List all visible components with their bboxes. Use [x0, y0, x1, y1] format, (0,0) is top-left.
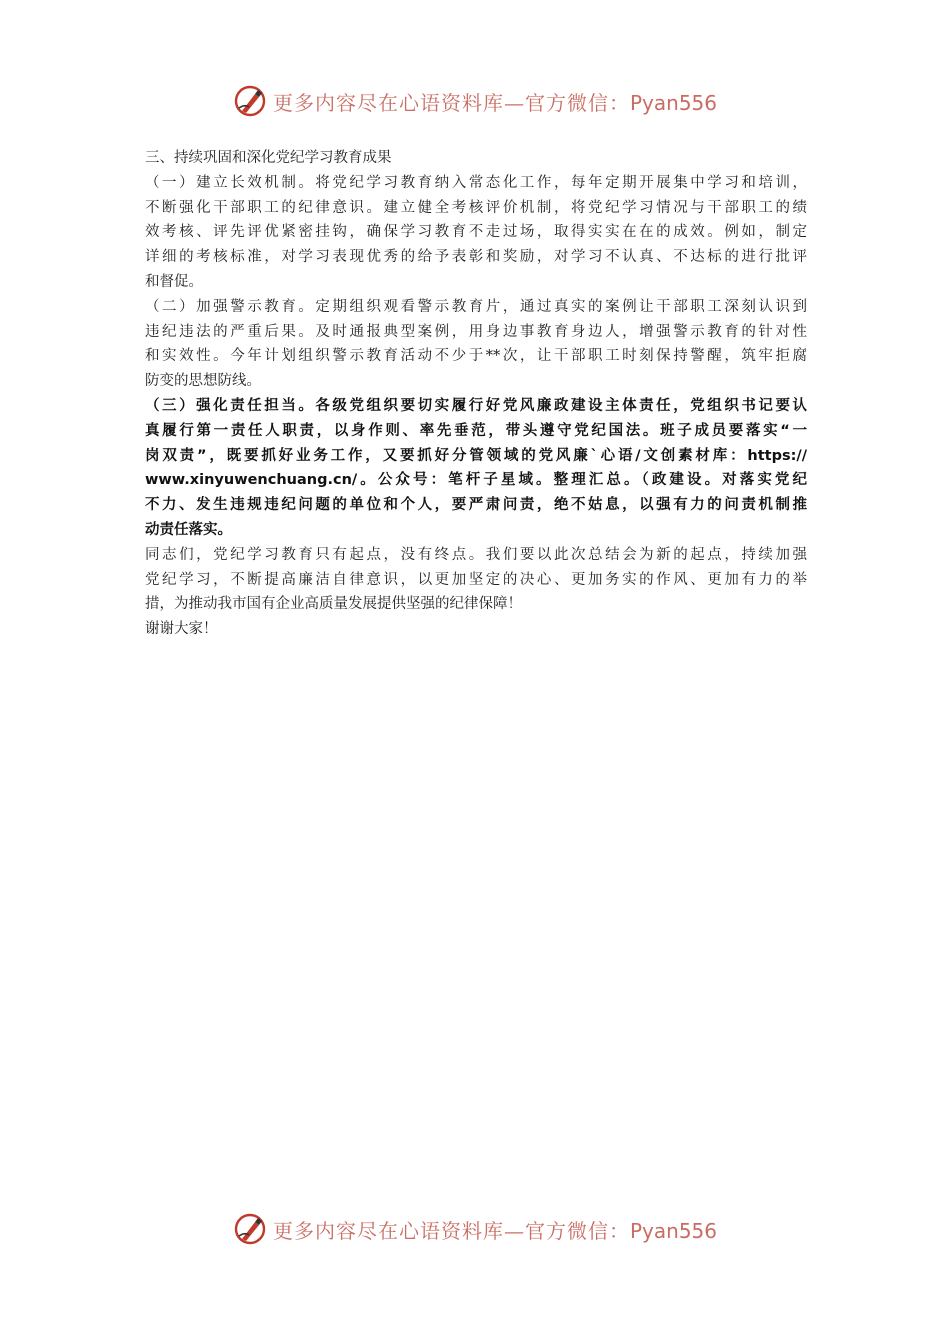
paragraph-line: 岗双责”，既要抓好业务工作，又要抓好分管领域的党风廉`心语/文创素材库：https://	[145, 447, 807, 464]
paragraph-line: 不断强化干部职工的纪律意识。建立健全考核评价机制，将党纪学习情况与干部职工的绩	[145, 199, 807, 216]
paragraph-line: 措，为推动我市国有企业高质量发展提供坚强的纪律保障！	[145, 596, 522, 613]
paragraph-warning-education	[145, 295, 807, 394]
paragraph-line: 动责任落实。	[145, 521, 232, 538]
watermark-text: 更多内容尽在心语资料库—官方微信：Pyan556	[272, 1218, 717, 1243]
section-heading: 三、持续巩固和深化党纪学习教育成果	[145, 150, 392, 166]
closing-remark: 谢谢大家！	[145, 621, 218, 638]
paragraph-line: 不力、发生违规违纪问题的单位和个人，要严肃问责，绝不姑息，以强有力的问责机制推	[145, 497, 807, 514]
paragraph-line: 同志们，党纪学习教育只有起点，没有终点。我们要以此次总结会为新的起点，持续加强	[145, 546, 807, 563]
watermark-wechat-id: Pyan556	[629, 1218, 717, 1243]
paragraph-line: 和实效性。今年计划组织警示教育活动不少于**次，让干部职工时刻保持警醒，筑牢拒腐	[145, 348, 807, 365]
paragraph-line: （二）加强警示教育。定期组织观看警示教育片，通过真实的案例让干部职工深刻认识到	[145, 298, 807, 315]
paragraph-line: www.xinyuwenchuang.cn/。公众号：笔杆子星域。整理汇总。（政建设。对落实党纪	[145, 472, 807, 489]
paragraph-line: 效考核、评先评优紧密挂钩，确保学习教育不走过场，取得实实在在的成效。例如，制定	[145, 224, 807, 241]
paragraph-responsibility	[145, 394, 807, 543]
watermark-text: 更多内容尽在心语资料库—官方微信：Pyan556	[272, 90, 717, 115]
footer-watermark	[0, 1212, 950, 1246]
document-body	[145, 146, 807, 642]
header-watermark	[0, 84, 950, 118]
paragraph-line: 党纪学习，不断提高廉洁自律意识，以更加坚定的决心、更加务实的作风、更加有力的举	[145, 571, 807, 588]
paragraph-line: （一）建立长效机制。将党纪学习教育纳入常态化工作，每年定期开展集中学习和培训，	[145, 174, 807, 191]
paragraph-line: 详细的考核标准，对学习表现优秀的给予表彰和奖励，对学习不认真、不达标的进行批评	[145, 249, 807, 266]
pen-logo-icon	[233, 1212, 267, 1246]
paragraph-line: 违纪违法的严重后果。及时通报典型案例，用身边事教育身边人，增强警示教育的针对性	[145, 323, 807, 340]
paragraph-line: 和督促。	[145, 273, 203, 290]
paragraph-line: 真履行第一责任人职责，以身作则、率先垂范，带头遵守党纪国法。班子成员要落实“一	[145, 422, 807, 439]
pen-logo-icon	[233, 84, 267, 118]
watermark-wechat-id: Pyan556	[629, 90, 717, 115]
paragraph-line: 防变的思想防线。	[145, 373, 261, 390]
paragraph-conclusion	[145, 543, 807, 617]
paragraph-long-term-mechanism	[145, 171, 807, 295]
paragraph-line: （三）强化责任担当。各级党组织要切实履行好党风廉政建设主体责任，党组织书记要认	[145, 397, 807, 414]
